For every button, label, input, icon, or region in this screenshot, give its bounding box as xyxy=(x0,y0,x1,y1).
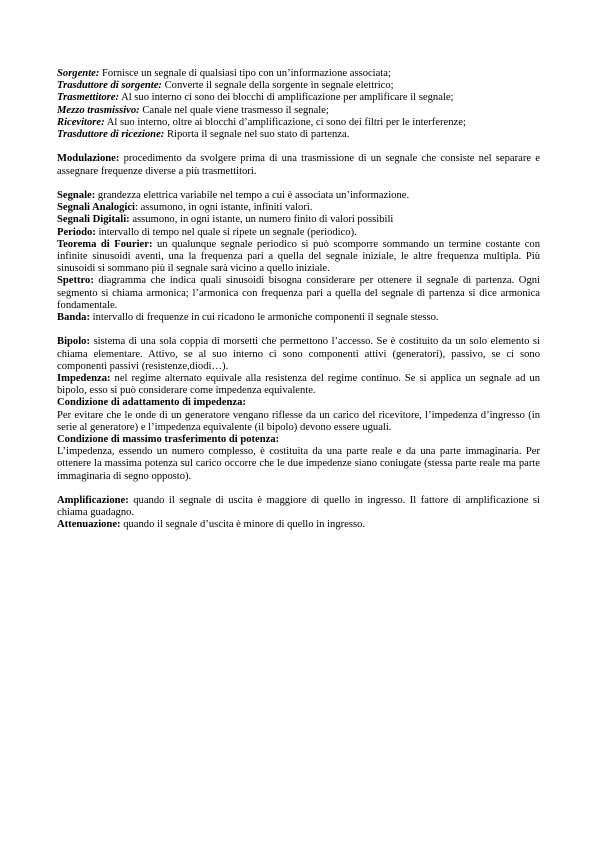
paragraph-block xyxy=(57,495,540,532)
definition-entry xyxy=(57,153,540,177)
definition-term: Spettro: xyxy=(57,275,94,287)
definition-text: quando il segnale di uscita è maggiore di quello in ingresso. Il fattore di amplificazione si chiama guadagno. xyxy=(57,495,540,519)
definition-text: procedimento da svolgere prima di una trasmissione di un segnale che consiste nel separare e assegnare frequenze diverse a più trasmettitori. xyxy=(57,153,540,177)
definition-text: un qualunque segnale periodico si può scomporre sommando un termine costante con infinite sinusoidi aventi, una la frequenza pari a quella del segnale iniziale, le altre frequenza multipla. Più sinusoidi si sommano più il segnale sarà vicino a quello iniziale. xyxy=(57,238,540,275)
definition-term: Condizione di adattamento di impedenza: xyxy=(57,397,246,409)
definition-text: assumono, in ogni istante, un numero finito di valori possibili xyxy=(129,214,394,226)
definition-entry xyxy=(57,275,540,312)
definition-text: quando il segnale d’uscita è minore di quello in ingresso. xyxy=(120,519,366,531)
definition-text: Converte il segnale della sorgente in segnale elettrico; xyxy=(161,80,394,92)
definition-term: Modulazione: xyxy=(57,153,120,165)
definition-term: Teorema di Fourier: xyxy=(57,238,153,250)
definition-term: Banda: xyxy=(57,312,90,324)
definition-entry xyxy=(57,227,540,239)
definition-text: Al suo interno ci sono dei blocchi di amplificazione per amplificare il segnale; xyxy=(119,92,454,104)
definition-term: Sorgente: xyxy=(57,68,100,79)
definition-entry xyxy=(57,519,540,531)
definition-text: Canale nel quale viene trasmesso il segnale; xyxy=(139,104,329,116)
definition-entry xyxy=(57,117,540,129)
definition-term: Segnale: xyxy=(57,190,96,201)
definition-text: L’impedenza, essendo un numero complesso, è costituita da una parte reale e da una parte immaginaria. Per ottenere la massima potenza sul carico occorre che le due impedenze siano coniugate (stessa parte reale ma parte immaginaria di segno opposto). xyxy=(57,446,540,482)
definition-text: Riporta il segnale nel suo stato di partenza. xyxy=(164,129,350,141)
definition-term: Segnali Analogici xyxy=(57,202,135,214)
definition-term: Segnali Digitali: xyxy=(57,214,130,226)
definition-entry xyxy=(57,434,540,446)
definition-text: Fornisce un segnale di qualsiasi tipo con un’informazione associata; xyxy=(99,68,391,79)
definition-term: Periodo: xyxy=(57,226,96,238)
paragraph-block xyxy=(57,336,540,482)
document-page xyxy=(57,68,540,544)
definition-term: Impedenza: xyxy=(57,373,111,385)
definition-entry xyxy=(57,190,540,202)
definition-entry xyxy=(57,397,540,409)
definition-text: sistema di una sola coppia di morsetti che permettono l’accesso. Se è costituito da un solo elemento si chiama elementare. Attivo, se al suo interno ci sono componenti attivi (generatori), passivo, se ci sono componenti passivi (resistenze,diodi…). xyxy=(57,336,540,372)
definition-entry xyxy=(57,239,540,276)
definition-entry xyxy=(57,202,540,214)
definition-term: Trasmettitore: xyxy=(57,92,119,104)
definition-term: Trasduttore di sorgente: xyxy=(57,80,162,92)
paragraph-block xyxy=(57,190,540,324)
definition-text: Al suo interno, oltre ai blocchi d’amplificazione, ci sono dei filtri per le interferenze; xyxy=(104,116,466,128)
definition-text: nel regime alternato equivale alla resistenza del regime continuo. Se si applica un segnale ad un bipolo, esso si può considerare come impedenza equivalente. xyxy=(57,373,540,397)
definition-term: Trasduttore di ricezione: xyxy=(57,129,165,141)
definition-entry xyxy=(57,68,540,80)
definition-entry xyxy=(57,446,540,483)
paragraph-block xyxy=(57,68,540,141)
paragraph-block xyxy=(57,153,540,177)
definition-entry xyxy=(57,92,540,104)
definition-term: Condizione di massimo trasferimento di potenza: xyxy=(57,434,280,446)
definition-entry xyxy=(57,80,540,92)
definition-text: Per evitare che le onde di un generatore vengano riflesse da un carico del ricevitore, l’impedenza d’ingresso (in serie al generatore) e l’impedenza equivalente (il bipolo) devono essere uguali. xyxy=(57,409,540,433)
definition-term: Amplificazione: xyxy=(57,495,129,507)
definition-term: Mezzo trasmissivo: xyxy=(57,104,140,116)
definition-text: : assumono, in ogni istante, infiniti valori. xyxy=(135,202,313,214)
definition-entry xyxy=(57,129,540,141)
definition-entry xyxy=(57,410,540,434)
definition-entry xyxy=(57,312,540,324)
definition-term: Ricevitore: xyxy=(57,116,105,128)
definition-term: Bipolo: xyxy=(57,336,90,348)
definition-text: grandezza elettrica variabile nel tempo a cui è associata un’informazione. xyxy=(95,190,410,201)
definition-entry xyxy=(57,214,540,226)
definition-entry xyxy=(57,336,540,373)
definition-text: diagramma che indica quali sinusoidi bisogna considerare per ottenere il segnale di partenza. Ogni segmento si chiama armonica; l’armonica con frequenza pari a quella del segnale di partenza si dice armonica fondamentale. xyxy=(57,275,540,311)
definition-entry xyxy=(57,373,540,397)
definition-text: intervallo di tempo nel quale si ripete un segnale (periodico). xyxy=(95,226,357,238)
definition-term: Attenuazione: xyxy=(57,519,121,531)
definition-text: intervallo di frequenze in cui ricadono le armoniche componenti il segnale stesso. xyxy=(89,312,439,324)
definition-entry xyxy=(57,495,540,519)
definition-entry xyxy=(57,105,540,117)
